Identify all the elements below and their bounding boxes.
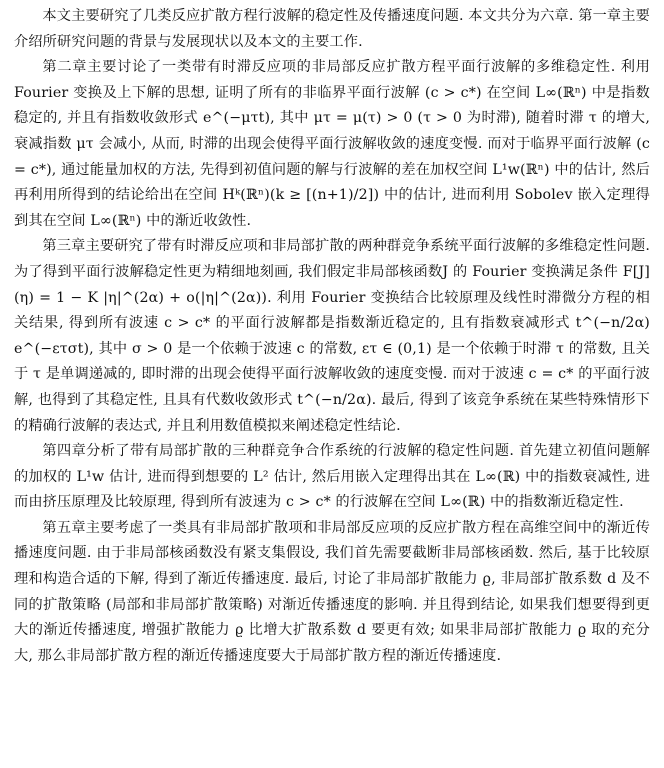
paragraph-chapter-4: 第四章分析了带有局部扩散的三种群竞争合作系统的行波解的稳定性问题. 首先建立初值问题解的加权的 L¹w 估计, 进而得到想要的 L² 估计, 然后用嵌入定理得出其在 L∞(ℝ) 中的指数衰减性, 进而由挤压原理及比较原理, 得到所有波速为 c > c* 的行波解在空间 L∞(ℝ) 中的指数渐近稳定性. bbox=[14, 443, 650, 511]
paragraph-overview: 本文主要研究了几类反应扩散方程行波解的稳定性及传播速度问题. 本文共分为六章. 第一章主要介绍所研究问题的背景与发展现状以及本文的主要工作. bbox=[14, 8, 650, 50]
paragraph-chapter-3: 第三章主要研究了带有时滞反应项和非局部扩散的两种群竞争系统平面行波解的多维稳定性问题. 为了得到平面行波解稳定性更为精细地刻画, 我们假定非局部核函数J 的 Fourier 变换满足条件 F[J](η) = 1 − K |η|^(2α) + o(|η|^(2α)). 利用 Fourier 变换结合比较原理及线性时滞微分方程的相关结果, 得到所有波速 c > c* 的平面行波解都是指数渐近稳定的, 且有指数衰减形式 t^(−n/2α) e^(−ετσt), 其中 σ > 0 是一个依赖于波速 c 的常数, ετ ∈ (0,1) 是一个依赖于时滞 τ 的常数, 且关于 τ 是单调递减的, 即时滞的出现会使得平面行波解收敛的速度变慢. 而对于波速 c = c* 的平面行波解, 也得到了其稳定性, 且具有代数收敛形式 t^(−n/2α). 最后, 得到了该竞争系统在某些特殊情形下的精确行波解的表达式, 并且利用数值模拟来阐述稳定性结论. bbox=[14, 238, 650, 434]
paragraph-chapter-2: 第二章主要讨论了一类带有时滞反应项的非局部反应扩散方程平面行波解的多维稳定性. 利用 Fourier 变换及上下解的思想, 证明了所有的非临界平面行波解 (c > c*) 在空间 L∞(ℝⁿ) 中是指数稳定的, 并且有指数收敛形式 e^(−μτt), 其中 μτ = μ(τ) > 0 (τ > 0 为时滞), 随着时滞 τ 的增大, 衰减指数 μτ 会减小, 从而, 时滞的出现会使得平面行波解收敛的速度变慢. 而对于临界平面行波解 (c = c*), 通过能量加权的方法, 先得到初值问题的解与行波解的差在加权空间 L¹w(ℝⁿ) 中的估计, 然后再利用所得到的结论给出在空间 Hᵏ(ℝⁿ)(k ≥ [(n+1)/2]) 中的估计, 进而利用 Sobolev 嵌入定理得到其在空间 L∞(ℝⁿ) 中的渐近收敛性. bbox=[14, 59, 650, 229]
abstract-body bbox=[14, 4, 650, 669]
paragraph-chapter-5: 第五章主要考虑了一类具有非局部扩散项和非局部反应项的反应扩散方程在高维空间中的渐近传播速度问题. 由于非局部核函数没有紧支集假设, 我们首先需要截断非局部核函数. 然后, 基于比较原理和构造合适的下解, 得到了渐近传播速度. 最后, 讨论了非局部扩散能力 ϱ, 非局部扩散系数 d 及不同的扩散策略 (局部和非局部扩散策略) 对渐近传播速度的影响. 并且得到结论, 如果我们想要得到更大的渐近传播速度, 增强扩散能力 ϱ 比增大扩散系数 d 要更有效; 如果非局部扩散能力 ϱ 取的充分大, 那么非局部扩散方程的渐近传播速度要大于局部扩散方程的渐近传播速度. bbox=[14, 519, 650, 664]
